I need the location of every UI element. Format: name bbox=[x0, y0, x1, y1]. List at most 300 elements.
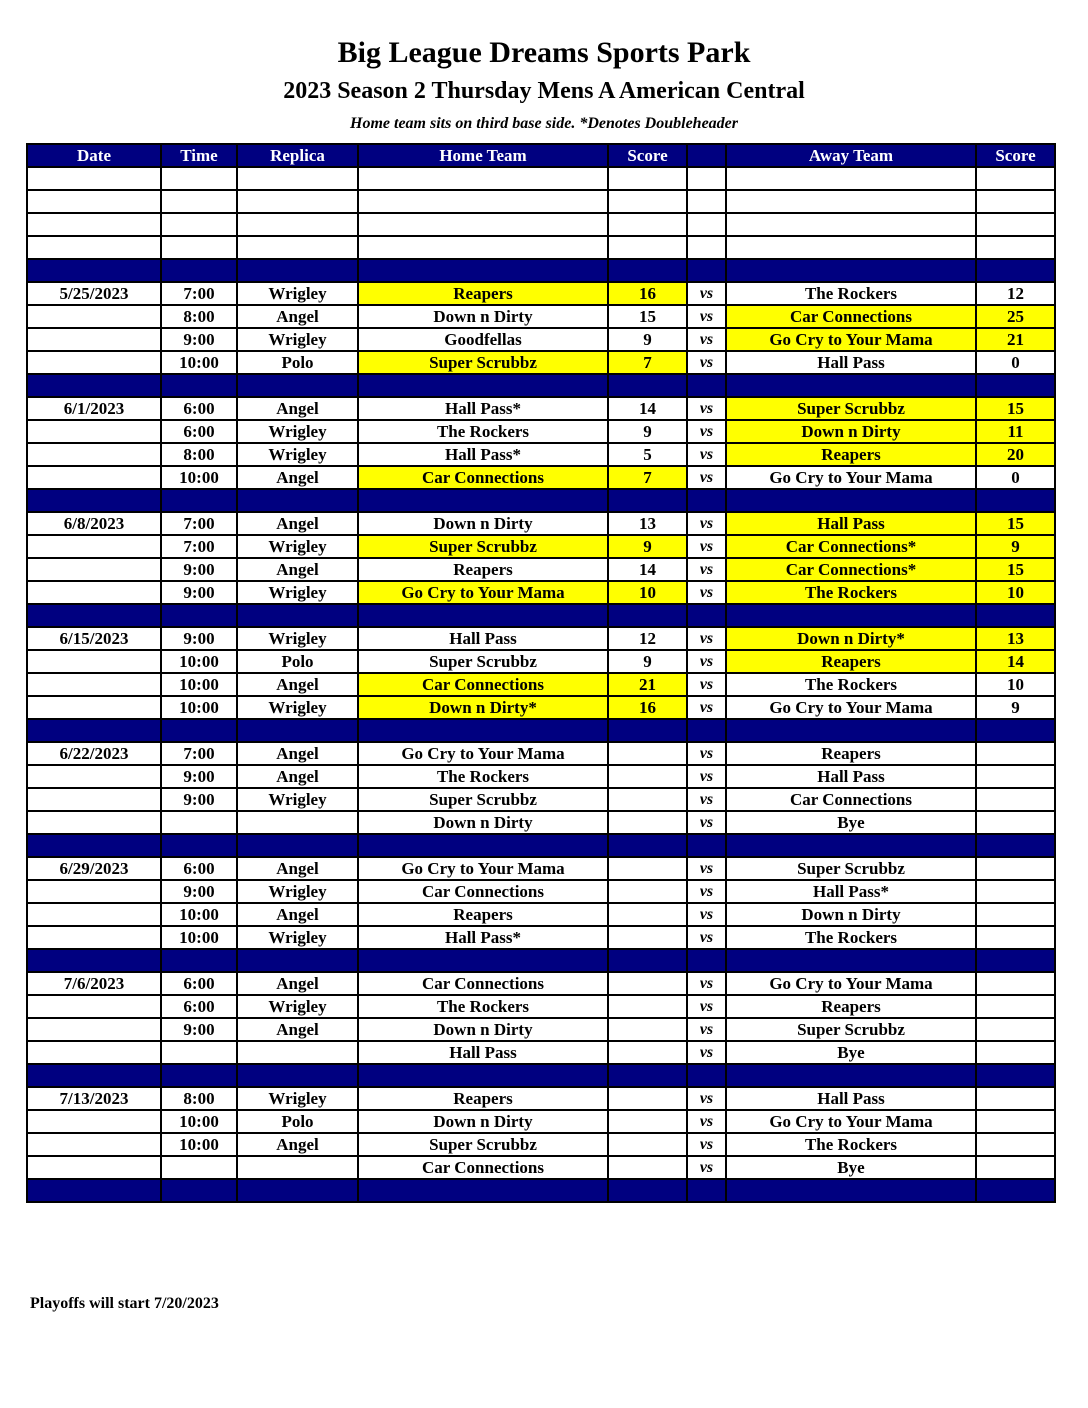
home-score: 9 bbox=[608, 650, 687, 673]
game-date bbox=[27, 305, 161, 328]
home-score: 7 bbox=[608, 466, 687, 489]
separator-cell bbox=[687, 719, 726, 742]
separator-cell bbox=[608, 1064, 687, 1087]
game-date bbox=[27, 328, 161, 351]
away-score: 11 bbox=[976, 420, 1055, 443]
game-time: 9:00 bbox=[161, 880, 237, 903]
table-row bbox=[27, 995, 1055, 1018]
away-team: The Rockers bbox=[726, 282, 976, 305]
game-date: 7/6/2023 bbox=[27, 972, 161, 995]
game-time: 10:00 bbox=[161, 696, 237, 719]
blank-cell bbox=[608, 167, 687, 190]
blank-cell bbox=[687, 213, 726, 236]
separator-cell bbox=[726, 719, 976, 742]
separator-cell bbox=[161, 1064, 237, 1087]
vs-label: vs bbox=[687, 1018, 726, 1041]
blank-row bbox=[27, 236, 1055, 259]
away-team: Down n Dirty bbox=[726, 903, 976, 926]
game-date bbox=[27, 1041, 161, 1064]
blank-cell bbox=[27, 167, 161, 190]
game-time: 10:00 bbox=[161, 673, 237, 696]
home-team: Super Scrubbz bbox=[358, 535, 608, 558]
away-team: Super Scrubbz bbox=[726, 857, 976, 880]
game-time: 7:00 bbox=[161, 742, 237, 765]
away-score: 21 bbox=[976, 328, 1055, 351]
home-score bbox=[608, 1087, 687, 1110]
away-score: 0 bbox=[976, 351, 1055, 374]
vs-label: vs bbox=[687, 581, 726, 604]
game-date bbox=[27, 466, 161, 489]
away-team: Down n Dirty* bbox=[726, 627, 976, 650]
game-date bbox=[27, 1018, 161, 1041]
separator-cell bbox=[687, 1179, 726, 1202]
away-team: Super Scrubbz bbox=[726, 1018, 976, 1041]
vs-label: vs bbox=[687, 673, 726, 696]
blank-cell bbox=[726, 213, 976, 236]
separator-cell bbox=[358, 834, 608, 857]
game-date bbox=[27, 673, 161, 696]
vs-label: vs bbox=[687, 1156, 726, 1179]
game-date: 6/22/2023 bbox=[27, 742, 161, 765]
game-time: 10:00 bbox=[161, 903, 237, 926]
table-row bbox=[27, 535, 1055, 558]
away-team: Hall Pass* bbox=[726, 880, 976, 903]
table-row bbox=[27, 1156, 1055, 1179]
table-row bbox=[27, 650, 1055, 673]
table-row bbox=[27, 328, 1055, 351]
home-team: Reapers bbox=[358, 558, 608, 581]
home-team: Down n Dirty bbox=[358, 1110, 608, 1133]
home-team: Down n Dirty bbox=[358, 811, 608, 834]
page-subtitle: 2023 Season 2 Thursday Mens A American Central bbox=[283, 78, 805, 104]
separator-row bbox=[27, 489, 1055, 512]
blank-cell bbox=[608, 236, 687, 259]
away-score bbox=[976, 972, 1055, 995]
away-team: Reapers bbox=[726, 995, 976, 1018]
separator-cell bbox=[161, 719, 237, 742]
separator-cell bbox=[726, 1179, 976, 1202]
game-date: 5/25/2023 bbox=[27, 282, 161, 305]
table-row bbox=[27, 512, 1055, 535]
header-home-score: Score bbox=[608, 144, 687, 167]
separator-cell bbox=[687, 1064, 726, 1087]
table-row bbox=[27, 788, 1055, 811]
separator-cell bbox=[726, 949, 976, 972]
home-score: 13 bbox=[608, 512, 687, 535]
home-team: Reapers bbox=[358, 282, 608, 305]
home-team: Hall Pass bbox=[358, 1041, 608, 1064]
vs-label: vs bbox=[687, 788, 726, 811]
away-score: 9 bbox=[976, 696, 1055, 719]
separator-cell bbox=[726, 259, 976, 282]
blank-cell bbox=[237, 236, 358, 259]
separator-cell bbox=[27, 259, 161, 282]
blank-cell bbox=[358, 236, 608, 259]
game-time bbox=[161, 811, 237, 834]
game-date bbox=[27, 581, 161, 604]
separator-cell bbox=[726, 604, 976, 627]
away-team: Reapers bbox=[726, 650, 976, 673]
game-field: Wrigley bbox=[237, 880, 358, 903]
away-score: 14 bbox=[976, 650, 1055, 673]
game-time: 9:00 bbox=[161, 581, 237, 604]
table-row bbox=[27, 581, 1055, 604]
game-time: 9:00 bbox=[161, 627, 237, 650]
away-team: Go Cry to Your Mama bbox=[726, 328, 976, 351]
vs-label: vs bbox=[687, 696, 726, 719]
separator-row bbox=[27, 604, 1055, 627]
game-time: 8:00 bbox=[161, 1087, 237, 1110]
away-team: Go Cry to Your Mama bbox=[726, 466, 976, 489]
home-team: Hall Pass* bbox=[358, 397, 608, 420]
header-replica: Replica bbox=[237, 144, 358, 167]
separator-cell bbox=[358, 949, 608, 972]
separator-cell bbox=[237, 374, 358, 397]
away-score bbox=[976, 995, 1055, 1018]
game-field: Angel bbox=[237, 466, 358, 489]
separator-cell bbox=[976, 1179, 1055, 1202]
away-team: Reapers bbox=[726, 742, 976, 765]
game-time: 8:00 bbox=[161, 305, 237, 328]
game-date bbox=[27, 1156, 161, 1179]
table-row bbox=[27, 282, 1055, 305]
game-time: 10:00 bbox=[161, 926, 237, 949]
home-team: The Rockers bbox=[358, 765, 608, 788]
home-score bbox=[608, 857, 687, 880]
separator-cell bbox=[608, 719, 687, 742]
table-row bbox=[27, 397, 1055, 420]
blank-cell bbox=[687, 236, 726, 259]
separator-cell bbox=[608, 834, 687, 857]
separator-cell bbox=[27, 949, 161, 972]
away-score: 0 bbox=[976, 466, 1055, 489]
separator-row bbox=[27, 949, 1055, 972]
game-time: 7:00 bbox=[161, 282, 237, 305]
game-time: 8:00 bbox=[161, 443, 237, 466]
game-time: 10:00 bbox=[161, 1110, 237, 1133]
table-row bbox=[27, 903, 1055, 926]
separator-cell bbox=[687, 949, 726, 972]
away-score: 13 bbox=[976, 627, 1055, 650]
separator-row bbox=[27, 834, 1055, 857]
away-team: Super Scrubbz bbox=[726, 397, 976, 420]
away-score bbox=[976, 1018, 1055, 1041]
playoffs-note: Playoffs will start 7/20/2023 bbox=[30, 1295, 219, 1312]
away-score bbox=[976, 1133, 1055, 1156]
separator-cell bbox=[726, 834, 976, 857]
separator-cell bbox=[27, 1179, 161, 1202]
game-field: Angel bbox=[237, 857, 358, 880]
header-date: Date bbox=[27, 144, 161, 167]
away-score bbox=[976, 788, 1055, 811]
home-score: 9 bbox=[608, 328, 687, 351]
header-time: Time bbox=[161, 144, 237, 167]
vs-label: vs bbox=[687, 742, 726, 765]
vs-label: vs bbox=[687, 627, 726, 650]
vs-label: vs bbox=[687, 512, 726, 535]
blank-cell bbox=[161, 213, 237, 236]
blank-cell bbox=[237, 213, 358, 236]
blank-cell bbox=[976, 236, 1055, 259]
table-row bbox=[27, 466, 1055, 489]
blank-cell bbox=[726, 236, 976, 259]
game-field: Wrigley bbox=[237, 627, 358, 650]
away-score: 20 bbox=[976, 443, 1055, 466]
vs-label: vs bbox=[687, 558, 726, 581]
table-row bbox=[27, 558, 1055, 581]
table-row bbox=[27, 305, 1055, 328]
game-time: 9:00 bbox=[161, 558, 237, 581]
game-time: 10:00 bbox=[161, 650, 237, 673]
table-row bbox=[27, 627, 1055, 650]
table-row bbox=[27, 742, 1055, 765]
vs-label: vs bbox=[687, 351, 726, 374]
separator-cell bbox=[976, 604, 1055, 627]
away-team: Hall Pass bbox=[726, 765, 976, 788]
game-time: 7:00 bbox=[161, 535, 237, 558]
home-score bbox=[608, 765, 687, 788]
game-date bbox=[27, 926, 161, 949]
separator-row bbox=[27, 374, 1055, 397]
game-field bbox=[237, 811, 358, 834]
blank-cell bbox=[608, 213, 687, 236]
game-date bbox=[27, 765, 161, 788]
separator-cell bbox=[358, 604, 608, 627]
blank-cell bbox=[161, 236, 237, 259]
table-row bbox=[27, 673, 1055, 696]
game-time: 9:00 bbox=[161, 788, 237, 811]
table-row bbox=[27, 351, 1055, 374]
game-date bbox=[27, 995, 161, 1018]
blank-cell bbox=[726, 190, 976, 213]
separator-cell bbox=[608, 489, 687, 512]
page-title: Big League Dreams Sports Park bbox=[337, 36, 751, 69]
game-field: Angel bbox=[237, 1133, 358, 1156]
blank-cell bbox=[687, 167, 726, 190]
home-score: 14 bbox=[608, 558, 687, 581]
separator-cell bbox=[161, 1179, 237, 1202]
blank-cell bbox=[161, 167, 237, 190]
away-score bbox=[976, 926, 1055, 949]
separator-cell bbox=[687, 259, 726, 282]
blank-row bbox=[27, 213, 1055, 236]
vs-label: vs bbox=[687, 972, 726, 995]
home-score: 12 bbox=[608, 627, 687, 650]
home-team: The Rockers bbox=[358, 420, 608, 443]
separator-row bbox=[27, 1179, 1055, 1202]
table-row bbox=[27, 926, 1055, 949]
game-time: 9:00 bbox=[161, 328, 237, 351]
game-time: 10:00 bbox=[161, 1133, 237, 1156]
separator-cell bbox=[608, 604, 687, 627]
home-score: 14 bbox=[608, 397, 687, 420]
table-row bbox=[27, 443, 1055, 466]
away-team: Hall Pass bbox=[726, 512, 976, 535]
game-time: 10:00 bbox=[161, 351, 237, 374]
home-team: Go Cry to Your Mama bbox=[358, 857, 608, 880]
separator-cell bbox=[687, 489, 726, 512]
game-date bbox=[27, 558, 161, 581]
vs-label: vs bbox=[687, 305, 726, 328]
vs-label: vs bbox=[687, 650, 726, 673]
home-team: Super Scrubbz bbox=[358, 351, 608, 374]
away-score bbox=[976, 1087, 1055, 1110]
game-field: Wrigley bbox=[237, 696, 358, 719]
game-date bbox=[27, 811, 161, 834]
home-team: Go Cry to Your Mama bbox=[358, 581, 608, 604]
separator-cell bbox=[358, 719, 608, 742]
game-field: Angel bbox=[237, 742, 358, 765]
separator-row bbox=[27, 259, 1055, 282]
game-field bbox=[237, 1041, 358, 1064]
game-date bbox=[27, 1133, 161, 1156]
away-team: The Rockers bbox=[726, 581, 976, 604]
home-team: Hall Pass* bbox=[358, 443, 608, 466]
header-away-team: Away Team bbox=[726, 144, 976, 167]
away-score bbox=[976, 1156, 1055, 1179]
table-row bbox=[27, 880, 1055, 903]
page-note: Home team sits on third base side. *Denotes Doubleheader bbox=[350, 115, 738, 132]
home-score: 10 bbox=[608, 581, 687, 604]
game-field: Angel bbox=[237, 305, 358, 328]
home-score: 16 bbox=[608, 282, 687, 305]
game-time: 9:00 bbox=[161, 765, 237, 788]
game-date bbox=[27, 351, 161, 374]
game-date bbox=[27, 903, 161, 926]
blank-row bbox=[27, 167, 1055, 190]
home-team: Down n Dirty* bbox=[358, 696, 608, 719]
separator-cell bbox=[976, 1064, 1055, 1087]
separator-cell bbox=[358, 374, 608, 397]
game-field: Angel bbox=[237, 673, 358, 696]
away-team: Down n Dirty bbox=[726, 420, 976, 443]
game-field: Angel bbox=[237, 558, 358, 581]
away-score bbox=[976, 765, 1055, 788]
table-row bbox=[27, 811, 1055, 834]
away-score bbox=[976, 880, 1055, 903]
game-time: 6:00 bbox=[161, 995, 237, 1018]
separator-cell bbox=[27, 489, 161, 512]
away-score bbox=[976, 1110, 1055, 1133]
separator-cell bbox=[608, 374, 687, 397]
away-score: 9 bbox=[976, 535, 1055, 558]
separator-row bbox=[27, 1064, 1055, 1087]
vs-label: vs bbox=[687, 535, 726, 558]
home-score bbox=[608, 1041, 687, 1064]
game-date bbox=[27, 1110, 161, 1133]
away-score: 12 bbox=[976, 282, 1055, 305]
separator-cell bbox=[27, 604, 161, 627]
home-team: Super Scrubbz bbox=[358, 788, 608, 811]
home-score: 15 bbox=[608, 305, 687, 328]
home-team: Hall Pass* bbox=[358, 926, 608, 949]
blank-row bbox=[27, 190, 1055, 213]
separator-row bbox=[27, 719, 1055, 742]
away-team: The Rockers bbox=[726, 926, 976, 949]
separator-cell bbox=[358, 1064, 608, 1087]
vs-label: vs bbox=[687, 1087, 726, 1110]
game-time: 7:00 bbox=[161, 512, 237, 535]
away-team: Car Connections* bbox=[726, 558, 976, 581]
separator-cell bbox=[237, 489, 358, 512]
blank-cell bbox=[161, 190, 237, 213]
away-team: Car Connections bbox=[726, 305, 976, 328]
game-date bbox=[27, 788, 161, 811]
home-team: Goodfellas bbox=[358, 328, 608, 351]
game-date: 6/15/2023 bbox=[27, 627, 161, 650]
separator-cell bbox=[237, 604, 358, 627]
game-field: Wrigley bbox=[237, 420, 358, 443]
blank-cell bbox=[27, 236, 161, 259]
blank-cell bbox=[726, 167, 976, 190]
home-score: 21 bbox=[608, 673, 687, 696]
game-field: Wrigley bbox=[237, 443, 358, 466]
vs-label: vs bbox=[687, 995, 726, 1018]
away-team: Bye bbox=[726, 1156, 976, 1179]
blank-cell bbox=[358, 190, 608, 213]
separator-cell bbox=[687, 604, 726, 627]
away-team: Hall Pass bbox=[726, 1087, 976, 1110]
table-row bbox=[27, 1018, 1055, 1041]
home-team: Down n Dirty bbox=[358, 512, 608, 535]
away-team: Bye bbox=[726, 811, 976, 834]
home-score bbox=[608, 926, 687, 949]
home-team: Car Connections bbox=[358, 972, 608, 995]
home-score: 9 bbox=[608, 535, 687, 558]
separator-cell bbox=[358, 489, 608, 512]
blank-cell bbox=[27, 190, 161, 213]
home-score bbox=[608, 788, 687, 811]
away-team: Car Connections* bbox=[726, 535, 976, 558]
game-date: 6/1/2023 bbox=[27, 397, 161, 420]
vs-label: vs bbox=[687, 880, 726, 903]
blank-cell bbox=[976, 167, 1055, 190]
vs-label: vs bbox=[687, 420, 726, 443]
table-row bbox=[27, 765, 1055, 788]
table-row bbox=[27, 696, 1055, 719]
vs-label: vs bbox=[687, 926, 726, 949]
separator-cell bbox=[976, 949, 1055, 972]
home-score bbox=[608, 1156, 687, 1179]
table-row bbox=[27, 972, 1055, 995]
away-score: 15 bbox=[976, 512, 1055, 535]
vs-label: vs bbox=[687, 903, 726, 926]
home-team: Car Connections bbox=[358, 466, 608, 489]
away-team: Car Connections bbox=[726, 788, 976, 811]
schedule-table bbox=[26, 143, 1056, 1203]
blank-cell bbox=[358, 213, 608, 236]
home-score bbox=[608, 995, 687, 1018]
game-field bbox=[237, 1156, 358, 1179]
blank-cell bbox=[976, 213, 1055, 236]
home-score bbox=[608, 1018, 687, 1041]
away-team: Hall Pass bbox=[726, 351, 976, 374]
table-row bbox=[27, 1133, 1055, 1156]
home-team: Car Connections bbox=[358, 880, 608, 903]
home-score bbox=[608, 972, 687, 995]
away-team: Go Cry to Your Mama bbox=[726, 972, 976, 995]
game-field: Angel bbox=[237, 972, 358, 995]
separator-cell bbox=[161, 834, 237, 857]
separator-cell bbox=[976, 719, 1055, 742]
home-team: Super Scrubbz bbox=[358, 1133, 608, 1156]
game-field: Polo bbox=[237, 351, 358, 374]
schedule-body bbox=[27, 167, 1055, 1202]
game-field: Polo bbox=[237, 650, 358, 673]
game-field: Angel bbox=[237, 397, 358, 420]
vs-label: vs bbox=[687, 282, 726, 305]
separator-cell bbox=[27, 374, 161, 397]
